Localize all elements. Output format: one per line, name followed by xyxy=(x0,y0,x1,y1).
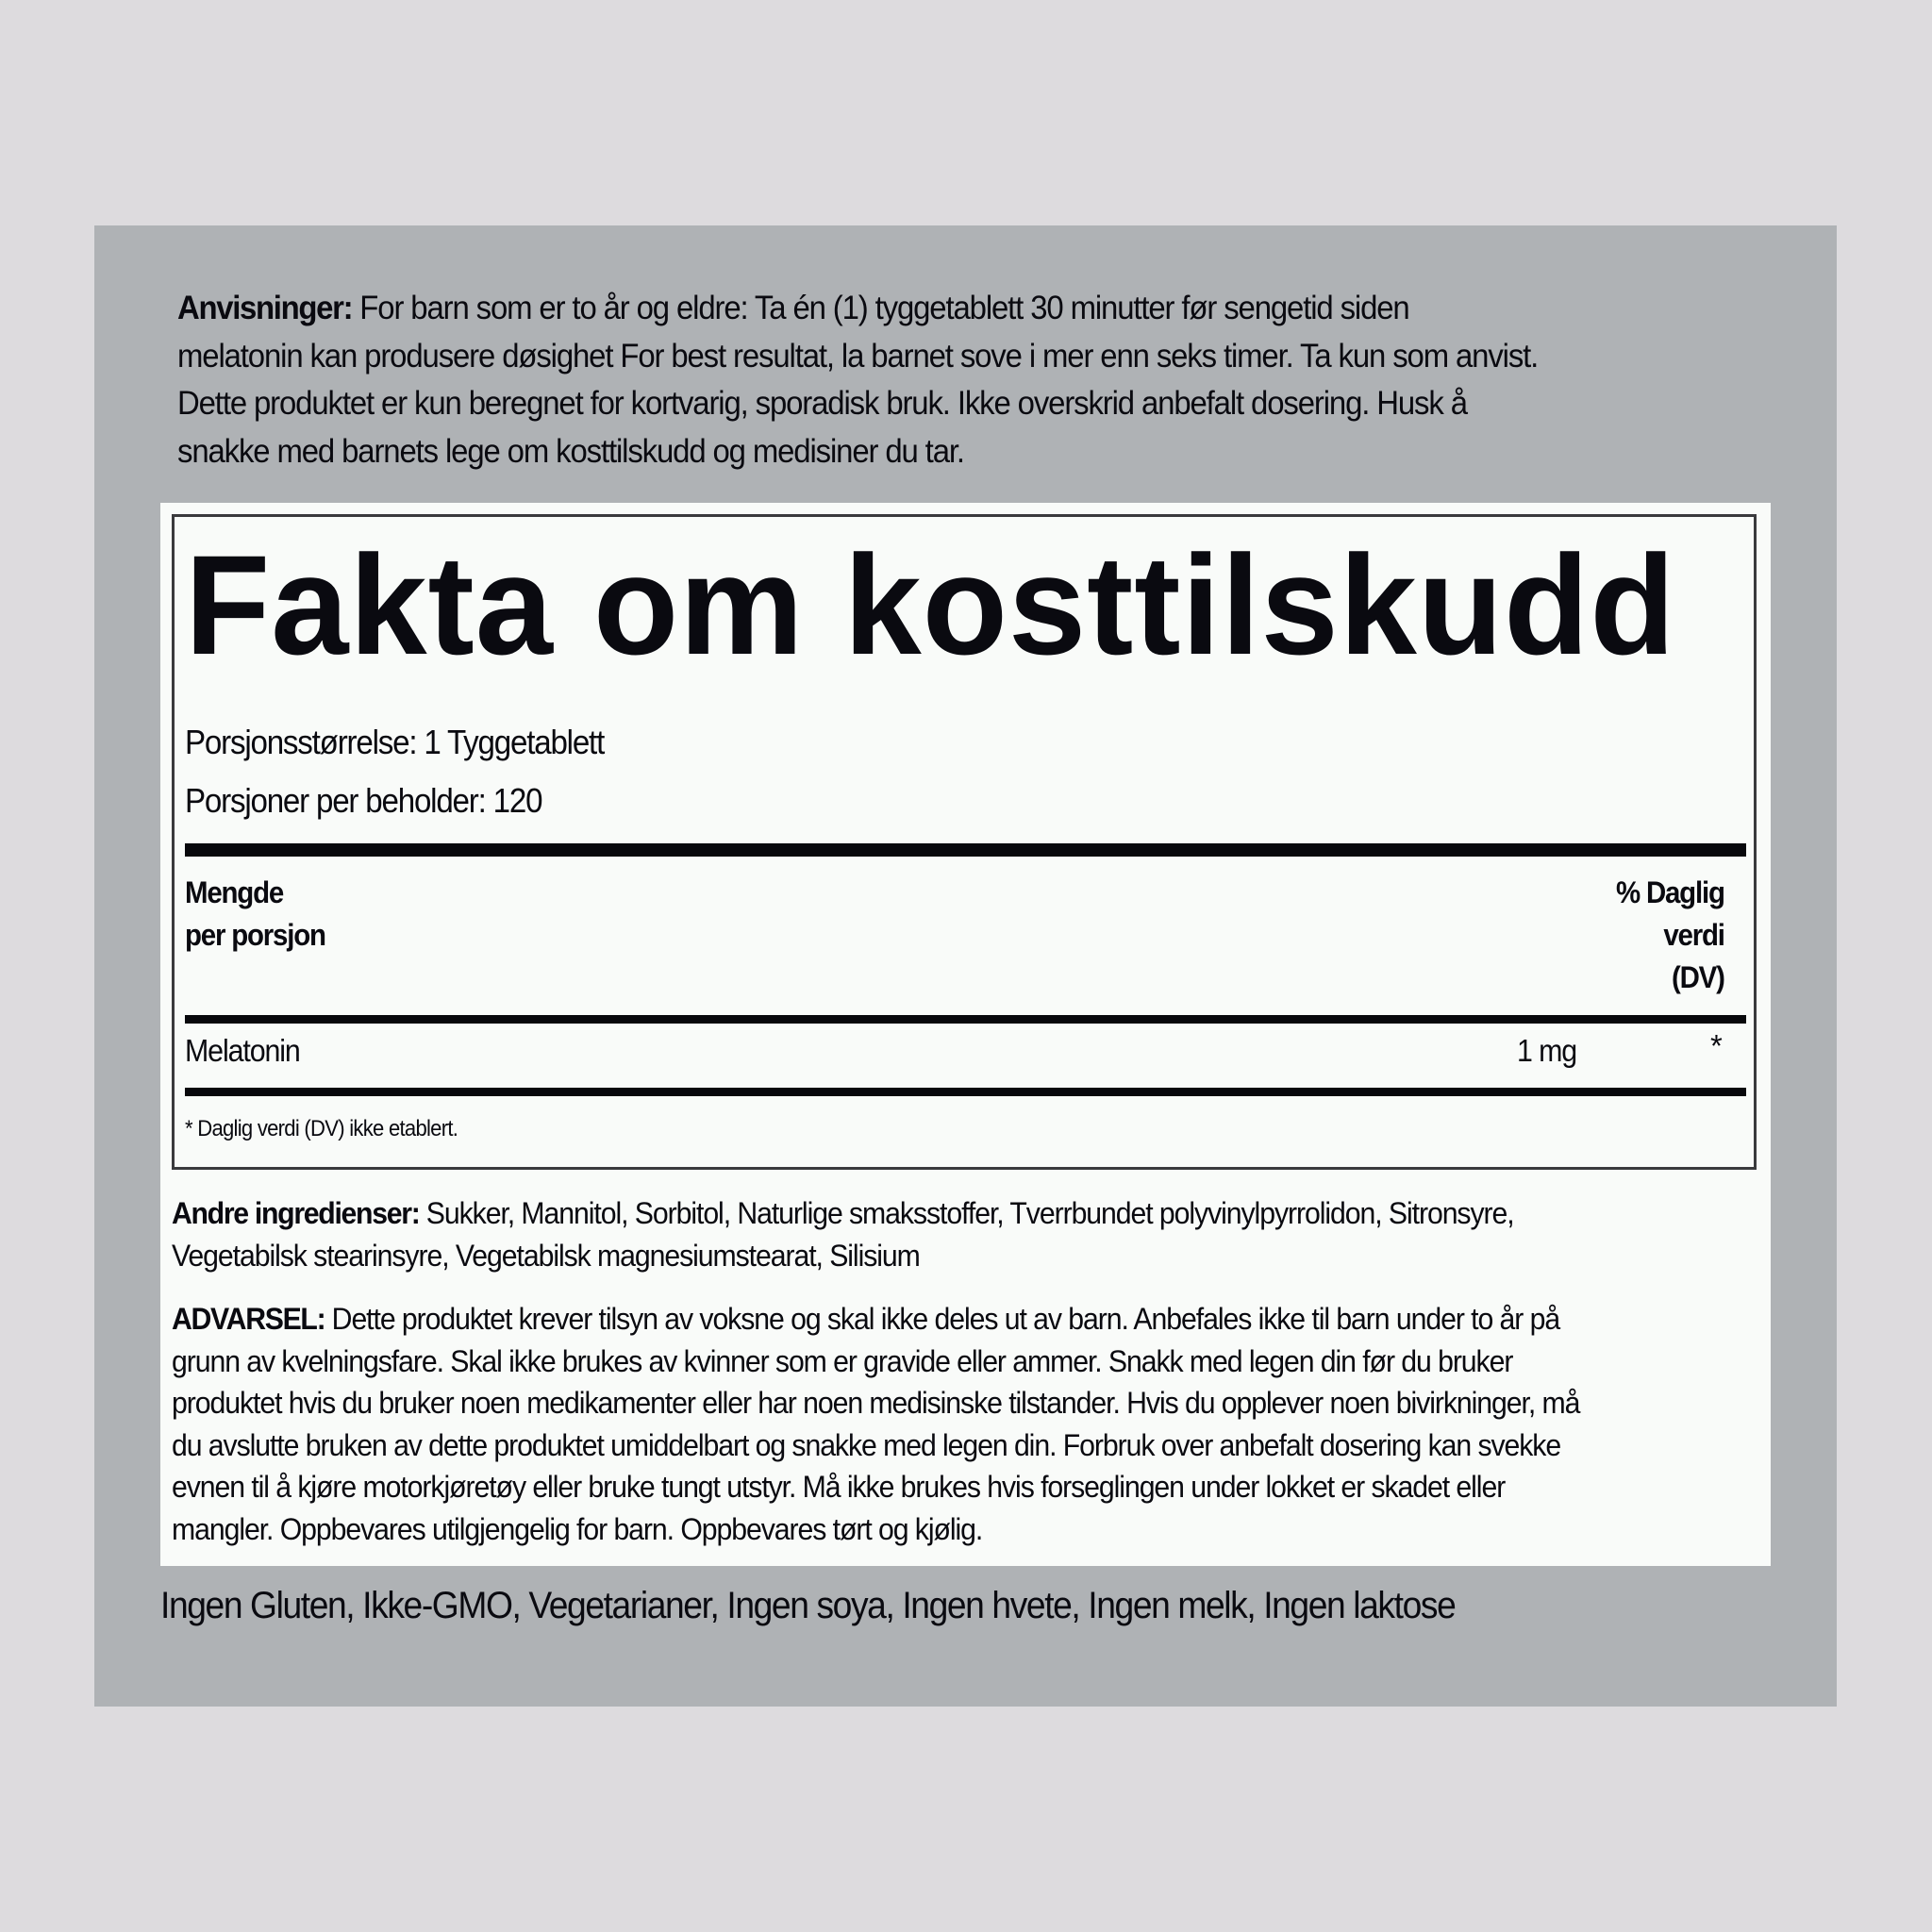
ingredients-line xyxy=(172,1192,1769,1235)
warning-line xyxy=(172,1298,1769,1341)
header-left-line: Mengde xyxy=(185,875,284,909)
medium-divider xyxy=(185,1015,1746,1024)
supplement-facts-title: Fakta om kosttilskudd xyxy=(185,525,1676,684)
directions-label: Anvisninger: xyxy=(177,290,353,326)
servings-per-container: Porsjoner per beholder: 120 xyxy=(185,781,542,820)
directions-line: Dette produktet er kun beregnet for kortvarig, sporadisk bruk. Ikke overskrid anbefalt dosering. Husk å xyxy=(177,385,1467,422)
directions-text: For barn som er to år og eldre: Ta én (1) tyggetablett 30 minutter før sengetid siden xyxy=(352,290,1409,326)
serving-size: Porsjonsstørrelse: 1 Tyggetablett xyxy=(185,723,605,761)
thick-divider xyxy=(185,843,1746,857)
ingredients-text: Sukker, Mannitol, Sorbitol, Naturlige smaksstoffer, Tverrbundet polyvinylpyrrolidon, Sitronsyre, xyxy=(419,1196,1514,1230)
header-right-line: verdi xyxy=(1663,918,1724,952)
daily-value-header xyxy=(1616,872,1724,999)
header-right-line: (DV) xyxy=(1672,960,1724,994)
ingredients-label: Andre ingredienser: xyxy=(172,1196,420,1230)
nutrient-daily-value: * xyxy=(1710,1028,1722,1063)
directions-line: melatonin kan produsere døsighet For best resultat, la barnet sove i mer enn seks timer. Ta kun som anvist. xyxy=(177,337,1539,375)
header-left-line: per porsjon xyxy=(185,918,325,952)
daily-value-footnote: * Daglig verdi (DV) ikke etablert. xyxy=(185,1116,458,1141)
ingredients-line: Vegetabilsk stearinsyre, Vegetabilsk magnesiumstearat, Silisium xyxy=(172,1238,920,1273)
warning-label: ADVARSEL: xyxy=(172,1302,325,1336)
header-right-line: % Daglig xyxy=(1616,875,1724,909)
other-ingredients xyxy=(172,1192,1769,1276)
directions-line: snakke med barnets lege om kosttilskudd og medisiner du tar. xyxy=(177,432,964,470)
warning-line: grunn av kvelningsfare. Skal ikke brukes av kvinner som er gravide eller ammer. Snakk med legen din før du bruker xyxy=(172,1343,1513,1378)
nutrient-row xyxy=(185,1028,1746,1075)
medium-divider xyxy=(185,1088,1746,1096)
warning-line: mangler. Oppbevares utilgjengelig for barn. Oppbevares tørt og kjølig. xyxy=(172,1511,983,1546)
warning-text: Dette produktet krever tilsyn av voksne og skal ikke deles ut av barn. Anbefales ikke til barn under to år på xyxy=(325,1302,1560,1336)
directions-line xyxy=(177,285,1774,333)
warning-section xyxy=(172,1298,1769,1550)
warning-line: du avslutte bruken av dette produktet umiddelbart og snakke med legen din. Forbruk over anbefalt dosering kan svekke xyxy=(172,1427,1561,1462)
directions-section xyxy=(177,285,1774,475)
dietary-claims: Ingen Gluten, Ikke-GMO, Vegetarianer, Ingen soya, Ingen hvete, Ingen melk, Ingen laktose xyxy=(160,1585,1456,1626)
warning-line: evnen til å kjøre motorkjøretøy eller bruke tungt utstyr. Må ikke brukes hvis forseglingen under lokket er skadet eller xyxy=(172,1470,1506,1504)
amount-per-serving-header xyxy=(185,872,325,957)
nutrient-amount: 1 mg xyxy=(1517,1033,1577,1068)
nutrient-name: Melatonin xyxy=(185,1033,300,1068)
warning-line: produktet hvis du bruker noen medikamenter eller har noen medisinske tilstander. Hvis du opplever noen bivirkninger, må xyxy=(172,1386,1580,1420)
